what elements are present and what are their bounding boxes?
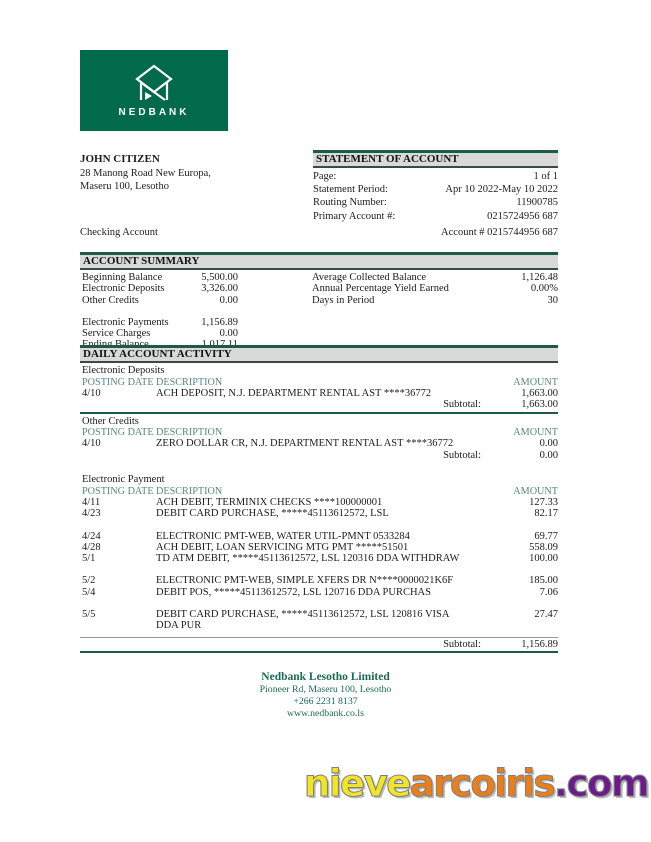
activity-column-headers <box>80 427 558 438</box>
transaction-description: ELECTRONIC PMT-WEB, SIMPLE XFERS DR N****0000021K6F <box>156 575 454 587</box>
account-line <box>80 227 558 238</box>
description-column-header: DESCRIPTION <box>156 376 223 388</box>
subtotal-label: Subtotal: <box>443 399 481 411</box>
subtotal-row <box>80 450 558 462</box>
section-spacer <box>80 461 558 472</box>
footer-website: www.nedbank.co.ls <box>287 708 364 719</box>
transaction-date: 4/10 <box>82 387 101 399</box>
summary-spacer <box>80 306 238 317</box>
transaction-row <box>80 542 558 553</box>
transaction-spacer <box>80 598 558 609</box>
section-divider <box>80 651 558 653</box>
transaction-date: 5/5 <box>82 609 96 621</box>
transaction-description: DEBIT POS, *****45113612572, LSL 120716 DDA PURCHAS <box>156 586 431 598</box>
footer-lines <box>0 684 651 720</box>
summary-row <box>310 283 558 294</box>
account-type-label: Checking Account <box>80 227 158 238</box>
posting-date-column-header: POSTING DATE <box>82 376 154 388</box>
summary-row <box>80 317 238 328</box>
summary-value: 30 <box>547 294 558 306</box>
statement-info-value: Apr 10 2022-May 10 2022 <box>445 184 558 196</box>
transaction-date: 5/1 <box>82 553 96 565</box>
activity-column-headers <box>80 486 558 497</box>
posting-date-column-header: POSTING DATE <box>82 485 154 497</box>
statement-info-label: Routing Number: <box>313 197 387 209</box>
summary-value: 5,500.00 <box>201 272 238 283</box>
transaction-row <box>80 609 558 632</box>
footer-address: Pioneer Rd, Maseru 100, Lesotho <box>259 684 392 695</box>
transaction-amount: 7.06 <box>539 586 558 598</box>
transaction-amount: 69.77 <box>534 530 558 542</box>
transaction-row <box>80 508 558 519</box>
statement-header-row <box>80 150 558 223</box>
summary-label: Electronic Deposits <box>82 283 165 295</box>
description-column-header: DESCRIPTION <box>156 427 223 439</box>
transaction-amount: 82.17 <box>534 508 558 520</box>
summary-label: Service Charges <box>82 328 151 340</box>
transaction-row <box>80 497 558 508</box>
statement-info-rows <box>313 170 558 223</box>
watermark-part2: arcoiris <box>409 762 555 805</box>
account-summary-section <box>80 252 558 351</box>
transaction-row <box>80 575 558 586</box>
section-divider <box>80 412 558 414</box>
subtotal-amount: 0.00 <box>539 449 558 461</box>
amount-column-header: AMOUNT <box>513 485 558 497</box>
transaction-spacer <box>80 520 558 531</box>
account-summary-columns <box>80 272 558 351</box>
summary-row <box>80 328 238 339</box>
posting-date-column-header: POSTING DATE <box>82 427 154 439</box>
transaction-amount: 27.47 <box>534 609 558 621</box>
account-summary-title: ACCOUNT SUMMARY <box>80 252 558 270</box>
summary-value: 3,326.00 <box>201 283 238 295</box>
nedbank-logo <box>80 50 228 131</box>
transaction-amount: 100.00 <box>529 553 558 565</box>
transaction-amount: 1,663.00 <box>521 387 558 399</box>
summary-row <box>80 295 238 306</box>
transaction-description: DEBIT CARD PURCHASE, *****45113612572, LSL 120816 VISA DDA PUR <box>156 609 449 632</box>
statement-info-label: Page: <box>313 171 337 182</box>
amount-column-header: AMOUNT <box>513 427 558 439</box>
transaction-amount: 0.00 <box>539 438 558 450</box>
statement-info-label: Primary Account #: <box>313 210 396 222</box>
transaction-amount: 558.09 <box>529 541 558 553</box>
transaction-date: 4/28 <box>82 541 101 553</box>
activity-subsection-title: Electronic Payment <box>82 474 165 486</box>
transaction-description: ACH DEBIT, LOAN SERVICING MTG PMT *****51501 <box>156 541 409 553</box>
account-summary-left-column <box>80 272 238 351</box>
transaction-date: 5/4 <box>82 586 96 598</box>
summary-value: 1,126.48 <box>521 272 558 283</box>
statement-info-value: 1 of 1 <box>533 171 558 182</box>
subtotal-label: Subtotal: <box>443 638 481 650</box>
summary-value: 0.00 <box>219 328 238 340</box>
daily-activity-section <box>80 345 558 655</box>
amount-column-header: AMOUNT <box>513 376 558 388</box>
transaction-description: ACH DEBIT, TERMINIX CHECKS ****100000001 <box>156 496 383 508</box>
statement-info-row <box>313 183 558 196</box>
statement-info-row <box>313 196 558 209</box>
watermark <box>304 762 648 805</box>
statement-info-value: 11900785 <box>516 197 558 209</box>
activity-column-headers <box>80 377 558 388</box>
transaction-date: 5/2 <box>82 575 96 587</box>
recipient-address-line2: Maseru 100, Lesotho <box>80 181 169 192</box>
summary-row <box>310 272 558 283</box>
summary-value: 0.00% <box>530 283 558 295</box>
summary-value: 1,156.89 <box>201 316 238 328</box>
description-column-header: DESCRIPTION <box>156 485 223 497</box>
transaction-amount: 185.00 <box>529 575 558 587</box>
transaction-amount: 127.33 <box>529 496 558 508</box>
statement-of-account-title: STATEMENT OF ACCOUNT <box>313 150 558 168</box>
transaction-date: 4/10 <box>82 438 101 450</box>
transaction-date: 4/11 <box>82 496 101 508</box>
transaction-row <box>80 388 558 399</box>
summary-label: Electronic Payments <box>82 316 169 328</box>
recipient-address-line1: 28 Manong Road New Europa, <box>80 167 211 179</box>
statement-info-label: Statement Period: <box>313 184 388 196</box>
transaction-description: ELECTRONIC PMT-WEB, WATER UTIL-PMNT 0533284 <box>156 530 410 542</box>
summary-label: Annual Percentage Yield Earned <box>312 283 449 295</box>
subtotal-row <box>80 637 558 651</box>
activity-subsection-title: Other Credits <box>82 415 139 427</box>
summary-label: Beginning Balance <box>82 272 163 283</box>
account-number-label: Account # 0215744956 687 <box>441 227 558 238</box>
statement-info-row <box>313 170 558 183</box>
summary-label: Average Collected Balance <box>312 272 427 283</box>
daily-activity-body <box>80 365 558 653</box>
nedbank-logo-text: NEDBANK <box>118 106 190 118</box>
subtotal-amount: 1,663.00 <box>521 399 558 411</box>
bank-footer <box>0 670 651 720</box>
summary-row <box>80 283 238 294</box>
transaction-description: DEBIT CARD PURCHASE, *****45113612572, LSL <box>156 508 389 520</box>
watermark-part1: nieve <box>303 762 410 805</box>
watermark-part3: .com <box>554 762 648 805</box>
subtotal-row <box>80 399 558 411</box>
activity-subsection-title: Electronic Deposits <box>82 365 165 376</box>
summary-value: 0.00 <box>219 294 238 306</box>
statement-of-account-box <box>313 150 558 223</box>
transaction-description: TD ATM DEBIT, *****45113612572, LSL 120316 DDA WITHDRAW <box>156 553 460 565</box>
statement-info-value: 0215724956 687 <box>487 210 558 222</box>
transaction-date: 4/24 <box>82 530 101 542</box>
transaction-date: 4/23 <box>82 508 101 520</box>
transaction-row <box>80 438 558 449</box>
summary-row <box>310 295 558 306</box>
footer-phone: +266 2231 8137 <box>293 696 358 707</box>
nedbank-emblem-icon <box>131 64 177 104</box>
transaction-row <box>80 531 558 542</box>
statement-info-row <box>313 210 558 223</box>
summary-label: Other Credits <box>82 294 139 306</box>
recipient-name: JOHN CITIZEN <box>80 153 160 165</box>
subtotal-amount: 1,156.89 <box>521 638 558 650</box>
transaction-row <box>80 587 558 598</box>
subtotal-label: Subtotal: <box>443 449 481 461</box>
daily-activity-title: DAILY ACCOUNT ACTIVITY <box>80 345 558 363</box>
summary-label: Days in Period <box>312 294 375 306</box>
transaction-spacer <box>80 564 558 575</box>
transaction-description: ZERO DOLLAR CR, N.J. DEPARTMENT RENTAL AST ****36772 <box>156 438 454 450</box>
footer-bank-name: Nedbank Lesotho Limited <box>261 671 390 683</box>
account-summary-right-column <box>310 272 558 351</box>
recipient-address-block <box>80 150 211 223</box>
transaction-description: ACH DEPOSIT, N.J. DEPARTMENT RENTAL AST ****36772 <box>156 387 432 399</box>
transaction-row <box>80 553 558 564</box>
summary-row <box>80 272 238 283</box>
